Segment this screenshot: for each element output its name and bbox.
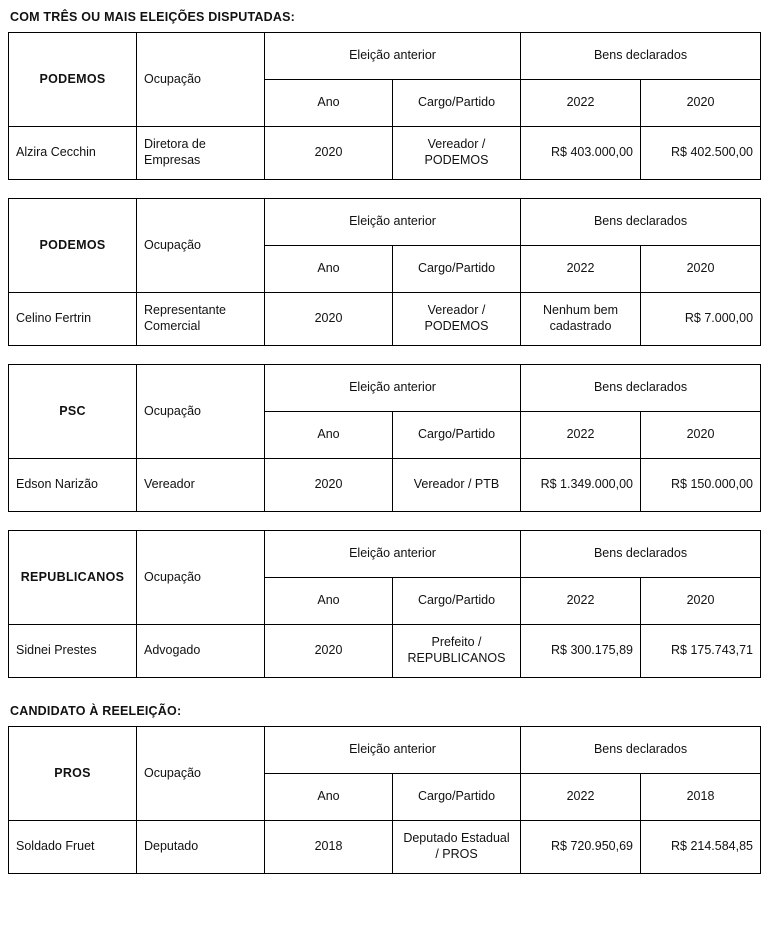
assets-previous: R$ 402.500,00 xyxy=(641,127,761,180)
assets-previous: R$ 7.000,00 xyxy=(641,293,761,346)
subheader-post-party: Cargo/Partido xyxy=(393,774,521,821)
assets-current: R$ 720.950,69 xyxy=(521,821,641,874)
section-heading-1: COM TRÊS OU MAIS ELEIÇÕES DISPUTADAS: xyxy=(10,10,295,24)
previous-election-year: 2020 xyxy=(265,625,393,678)
previous-post-party: Vereador / PTB xyxy=(393,459,521,512)
occupation-label: Ocupação xyxy=(137,199,265,293)
candidate-table xyxy=(8,726,761,874)
subheader-assets-current: 2022 xyxy=(521,246,641,293)
candidate-occupation: Advogado xyxy=(137,625,265,678)
candidate-name: Soldado Fruet xyxy=(9,821,137,874)
table-row xyxy=(9,293,761,346)
subheader-assets-previous: 2020 xyxy=(641,578,761,625)
group-header-previous-election: Eleição anterior xyxy=(265,365,521,412)
assets-current: R$ 403.000,00 xyxy=(521,127,641,180)
subheader-year: Ano xyxy=(265,80,393,127)
previous-post-party: Vereador / PODEMOS xyxy=(393,127,521,180)
subheader-assets-current: 2022 xyxy=(521,774,641,821)
candidate-occupation: Vereador xyxy=(137,459,265,512)
previous-election-year: 2020 xyxy=(265,459,393,512)
subheader-assets-current: 2022 xyxy=(521,80,641,127)
assets-current: R$ 300.175,89 xyxy=(521,625,641,678)
candidate-name: Alzira Cecchin xyxy=(9,127,137,180)
assets-previous: R$ 150.000,00 xyxy=(641,459,761,512)
previous-election-year: 2020 xyxy=(265,127,393,180)
table-row xyxy=(9,127,761,180)
subheader-assets-previous: 2020 xyxy=(641,80,761,127)
previous-post-party: Vereador / PODEMOS xyxy=(393,293,521,346)
party-name: PSC xyxy=(9,365,137,459)
candidate-table xyxy=(8,530,761,678)
previous-post-party: Prefeito / REPUBLICANOS xyxy=(393,625,521,678)
group-header-previous-election: Eleição anterior xyxy=(265,33,521,80)
previous-election-year: 2018 xyxy=(265,821,393,874)
subheader-assets-current: 2022 xyxy=(521,578,641,625)
candidate-occupation: Deputado xyxy=(137,821,265,874)
subheader-year: Ano xyxy=(265,774,393,821)
occupation-label: Ocupação xyxy=(137,727,265,821)
subheader-year: Ano xyxy=(265,412,393,459)
subheader-assets-current: 2022 xyxy=(521,412,641,459)
group-header-declared-assets: Bens declarados xyxy=(521,727,761,774)
candidate-occupation: Diretora de Empresas xyxy=(137,127,265,180)
group-header-declared-assets: Bens declarados xyxy=(521,33,761,80)
group-header-previous-election: Eleição anterior xyxy=(265,531,521,578)
previous-post-party: Deputado Estadual / PROS xyxy=(393,821,521,874)
candidate-table xyxy=(8,32,761,180)
assets-previous: R$ 175.743,71 xyxy=(641,625,761,678)
party-name: PROS xyxy=(9,727,137,821)
candidate-occupation: Representante Comercial xyxy=(137,293,265,346)
table-header-row xyxy=(9,365,761,412)
candidate-name: Edson Narizão xyxy=(9,459,137,512)
group-header-declared-assets: Bens declarados xyxy=(521,365,761,412)
occupation-label: Ocupação xyxy=(137,531,265,625)
group-header-declared-assets: Bens declarados xyxy=(521,531,761,578)
section-heading-2: CANDIDATO À REELEIÇÃO: xyxy=(10,704,182,718)
candidate-name: Sidnei Prestes xyxy=(9,625,137,678)
subheader-assets-previous: 2018 xyxy=(641,774,761,821)
party-name: PODEMOS xyxy=(9,33,137,127)
subheader-assets-previous: 2020 xyxy=(641,412,761,459)
table-row xyxy=(9,459,761,512)
subheader-post-party: Cargo/Partido xyxy=(393,246,521,293)
candidate-table xyxy=(8,364,761,512)
assets-current: R$ 1.349.000,00 xyxy=(521,459,641,512)
subheader-year: Ano xyxy=(265,578,393,625)
occupation-label: Ocupação xyxy=(137,33,265,127)
subheader-post-party: Cargo/Partido xyxy=(393,578,521,625)
table-header-row xyxy=(9,727,761,774)
subheader-post-party: Cargo/Partido xyxy=(393,80,521,127)
table-header-row xyxy=(9,531,761,578)
subheader-year: Ano xyxy=(265,246,393,293)
assets-current: Nenhum bem cadastrado xyxy=(521,293,641,346)
table-header-row xyxy=(9,199,761,246)
occupation-label: Ocupação xyxy=(137,365,265,459)
candidate-name: Celino Fertrin xyxy=(9,293,137,346)
table-header-row xyxy=(9,33,761,80)
group-header-declared-assets: Bens declarados xyxy=(521,199,761,246)
table-row xyxy=(9,821,761,874)
previous-election-year: 2020 xyxy=(265,293,393,346)
group-header-previous-election: Eleição anterior xyxy=(265,727,521,774)
candidate-table xyxy=(8,198,761,346)
assets-previous: R$ 214.584,85 xyxy=(641,821,761,874)
table-row xyxy=(9,625,761,678)
party-name: PODEMOS xyxy=(9,199,137,293)
subheader-post-party: Cargo/Partido xyxy=(393,412,521,459)
subheader-assets-previous: 2020 xyxy=(641,246,761,293)
party-name: REPUBLICANOS xyxy=(9,531,137,625)
group-header-previous-election: Eleição anterior xyxy=(265,199,521,246)
